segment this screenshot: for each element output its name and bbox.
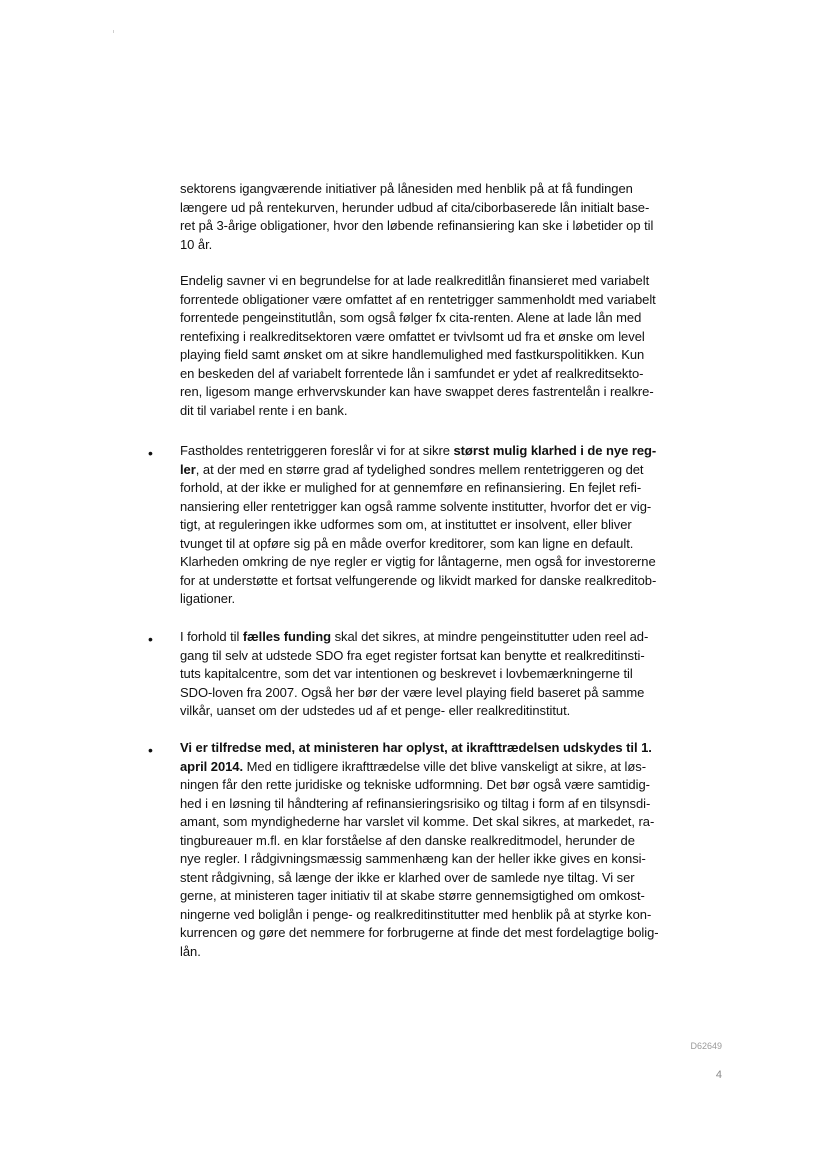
text-line: ren, ligesom mange erhvervskunder kan have swappet deres fastrentelån i realkre- bbox=[180, 384, 654, 399]
text-line: sektorens igangværende initiativer på lånesiden med henblik på at få fundingen bbox=[180, 181, 633, 196]
text-line: gang til selv at udstede SDO fra eget register fortsat kan benytte et realkreditinsti- bbox=[180, 647, 645, 663]
text-line: forhold, at der ikke er mulighed for at gennemføre en refinansiering. En fejlet refi- bbox=[180, 480, 642, 495]
text-line: ligationer. bbox=[180, 591, 236, 606]
bullet-item-1 bbox=[180, 442, 730, 609]
bold-text: størst mulig klarhed i de nye reg- bbox=[453, 443, 657, 458]
text-line: en beskeden del af variabelt forrentede lån i samfundet er ydet af realkreditsekto- bbox=[180, 365, 644, 381]
text-line: hed i en løsning til håndtering af refinansieringsrisiko og tiltag i form af en tilsynsdi- bbox=[180, 795, 651, 811]
text-line: lån. bbox=[180, 943, 201, 959]
text-line: vilkår, uanset om der udstedes ud af et penge- eller realkreditinstitut. bbox=[180, 703, 571, 718]
text-line: ningen får den rette juridiske og tekniske udformning. Det bør også være samtidig- bbox=[180, 777, 650, 792]
text-line bbox=[180, 461, 730, 480]
bullet-marker: • bbox=[148, 445, 153, 461]
text-line: 10 år. bbox=[180, 236, 213, 252]
bullet-marker: • bbox=[148, 742, 153, 758]
text-line: forrentede pengeinstitutlån, som også følger fx cita-renten. Alene at lade lån med bbox=[180, 310, 642, 325]
text-line: dit til variabel rente i en bank. bbox=[180, 402, 348, 418]
bold-text: fælles funding bbox=[242, 629, 332, 644]
bullet-item-2 bbox=[180, 628, 730, 721]
text-line bbox=[180, 739, 730, 758]
text-line: tuts kapitalcentre, som det var intentionen og beskrevet i lovbemærkningerne til bbox=[180, 666, 633, 681]
text-line: amant, som myndighederne har varslet vil komme. Det skal sikres, at markedet, ra- bbox=[180, 814, 655, 829]
text-line: tingbureauer m.fl. en klar forståelse af den danske realkreditmodel, herunder de bbox=[180, 832, 635, 848]
bold-text: ler bbox=[180, 461, 196, 477]
text-line: stent rådgivning, så længe der ikke er klarhed over de samlede nye tiltag. Vi ser bbox=[180, 869, 635, 885]
page-number: 4 bbox=[715, 1069, 722, 1081]
text-line: kurrencen og gøre det nemmere for forbrugerne at finde det mest fordelagtige bolig- bbox=[180, 925, 659, 940]
text-line bbox=[180, 628, 730, 647]
text-run: Med en tidligere ikrafttrædelse ville det blive vanskeligt at sikre, at løs- bbox=[243, 758, 646, 774]
text-run: , at der med en større grad af tydelighed sondres mellem rentetriggeren og det bbox=[195, 461, 644, 477]
text-line bbox=[180, 442, 730, 461]
text-line: rentefixing i realkreditsektoren være omfattet er tvivlsomt ud fra et ønske om level bbox=[180, 328, 645, 344]
text-line: ningerne ved boliglån i penge- og realkreditinstitutter med henblik på at styrke kon- bbox=[180, 906, 652, 922]
text-line: SDO-loven fra 2007. Også her bør der være level playing field baseret på samme bbox=[180, 684, 645, 700]
text-line: tigt, at reguleringen ikke udformes som om, at instituttet er insolvent, eller bliver bbox=[180, 517, 632, 532]
text-run: Fastholdes rentetriggeren foreslår vi for at sikre bbox=[180, 443, 454, 458]
text-line: nye regler. I rådgivningsmæssig sammenhæng kan der heller ikke gives en konsi- bbox=[180, 851, 646, 866]
text-line: for at understøtte et fortsat velfungerende og likvidt marked for danske realkreditob- bbox=[180, 572, 657, 588]
text-line bbox=[180, 758, 730, 777]
text-run: skal det sikres, at mindre pengeinstitutter uden reel ad- bbox=[331, 629, 649, 644]
bold-text: april 2014. bbox=[180, 758, 244, 774]
bold-text: Vi er tilfredse med, at ministeren har oplyst, at ikrafttrædelsen udskydes til 1. bbox=[180, 740, 652, 755]
margin-mark bbox=[113, 30, 114, 33]
text-line: nansiering eller rentetrigger kan også ramme solvente institutter, hvorfor det er vig- bbox=[180, 498, 652, 514]
bullet-marker: • bbox=[148, 631, 153, 647]
paragraph-1 bbox=[180, 180, 730, 254]
text-line: playing field samt ønsket om at sikre handlemulighed med fastkurspolitikken. Kun bbox=[180, 347, 645, 362]
text-line: tvunget til at opføre sig på en måde overfor kreditorer, som kan ligne en default. bbox=[180, 535, 634, 551]
text-line: Endelig savner vi en begrundelse for at lade realkreditlån finansieret med variabelt bbox=[180, 273, 650, 288]
bullet-item-3 bbox=[180, 739, 730, 961]
document-id: D62649 bbox=[690, 1041, 722, 1051]
text-line: ret på 3-årige obligationer, hvor den løbende refinansiering kan ske i løbetider op til bbox=[180, 218, 654, 233]
text-line: længere ud på rentekurven, herunder udbud af cita/ciborbaserede lån initialt base- bbox=[180, 199, 650, 215]
text-line: Klarheden omkring de nye regler er vigtig for låntagerne, men også for investorerne bbox=[180, 554, 656, 569]
text-line: forrentede obligationer være omfattet af en rentetrigger sammenholdt med variabelt bbox=[180, 291, 656, 307]
text-line: gerne, at ministeren tager initiativ til at skabe større gennemsigtighed om omkost- bbox=[180, 888, 645, 903]
text-run: I forhold til bbox=[180, 629, 243, 644]
paragraph-2 bbox=[180, 272, 730, 420]
